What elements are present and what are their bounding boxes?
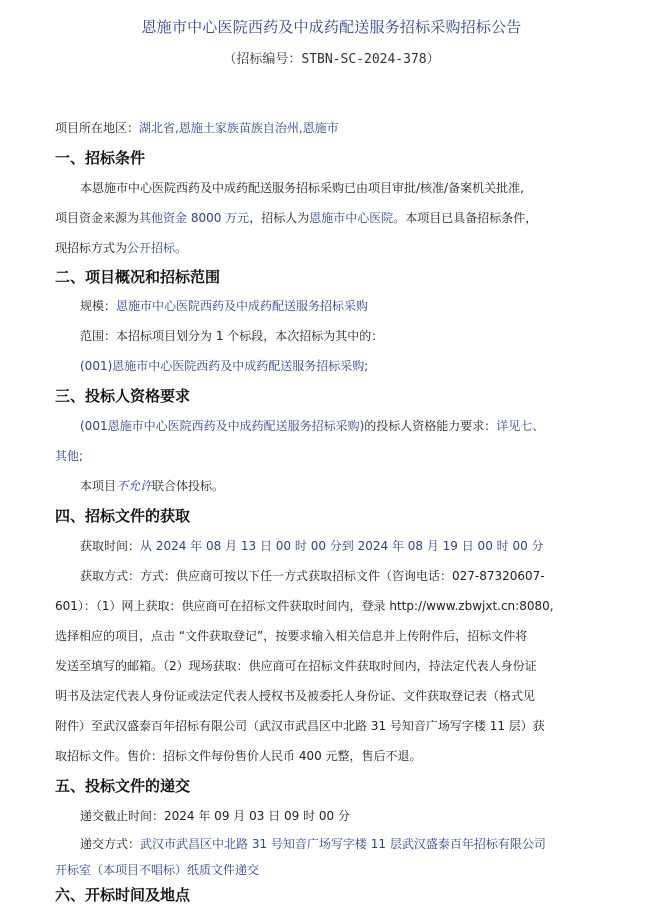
s1-l3-end: 。 [175,241,188,255]
s3-line-1 [80,418,544,434]
s3-req-value: 详见七、 [496,419,545,433]
tender-method: 公开招标 [127,241,176,255]
scale-label: 规模： [80,299,117,313]
section-3-heading: 三、投标人资格要求 [55,387,191,405]
s3-l3-text: 本项目 [80,479,117,493]
section-1-heading: 一、招标条件 [55,149,146,167]
section-5-heading: 五、投标文件的递交 [55,777,191,795]
s3-l3-end: 联合体投标。 [152,479,225,493]
time-label: 获取时间： [80,539,141,553]
s3-req-label: 的投标人资格能力要求： [364,419,497,433]
consortium-policy: 不允许 [116,479,153,493]
page-title: 恩施市中心医院西药及中成药配送服务招标采购招标公告 [141,18,522,36]
s1-line-3 [55,240,187,256]
tenderer: 恩施市中心医院 [309,211,394,225]
s4-time [80,538,544,554]
s2-lot: (001)恩施市中心医院西药及中成药配送服务招标采购; [80,359,369,373]
s2-range: 范围：本招标项目划分为 1 个标段，本次招标为其中的： [80,329,384,343]
s5-method-cont: 开标室（本项目不唱标）纸质文件递交 [55,863,260,877]
s5-deadline [80,808,350,824]
submit-method-label: 递交方式： [80,837,141,851]
s3-line-3 [80,478,224,494]
s3-lot-ref: (001恩施市中心医院西药及中成药配送服务招标采购) [80,419,365,433]
tender-number: （招标编号：STBN-SC-2024-378） [223,52,440,67]
region-value: 湖北省,恩施土家族苗族自治州,恩施市 [139,121,339,135]
s3-line-2: 其他; [55,449,84,463]
s4-method-3: 选择相应的项目，点击 “文件获取登记”，按要求输入相关信息并上传附件后，招标文件将 [55,629,528,643]
s1-l3-text: 现招标方式为 [55,241,128,255]
s1-l2-text: 项目资金来源为 [55,211,140,225]
s4-method-2: 601）：（1）网上获取：供应商可在招标文件获取时间内，登录 http://www.zbwjxt.cn:8080, [55,599,554,613]
s1-line-2 [55,210,537,226]
region-label: 项目所在地区： [55,121,140,135]
s4-method-1: 获取方式：方式：供应商可按以下任一方式获取招标文件（咨询电话：027-87320607- [80,569,545,583]
s1-l2-text2: ，招标人为 [249,211,310,225]
s2-scale [80,298,368,314]
s5-method [80,836,546,852]
section-6-heading: 六、开标时间及地点 [55,886,191,904]
s4-method-5: 明书及法定代表人身份证或法定代表人授权书及被委托人身份证、文件获取登记表（格式见 [55,689,536,703]
s4-method-6: 附件）至武汉盛泰百年招标有限公司（武汉市武昌区中北路 31 号知音广场写字楼 11 层）获 [55,719,545,733]
time-value: 从 2024 年 08 月 13 日 00 时 00 分到 2024 年 08 月 19 日 00 时 00 分 [140,539,544,553]
project-region [55,120,339,136]
fund-source: 其他资金 8000 万元 [139,211,250,225]
submit-method-value: 武汉市武昌区中北路 31 号知音广场写字楼 11 层武汉盛泰百年招标有限公司 [140,837,546,851]
s4-method-4: 发送至填写的邮箱。（2）现场获取：供应商可在招标文件获取时间内，持法定代表人身份证 [55,659,537,673]
s1-line-1: 本恩施市中心医院西药及中成药配送服务招标采购已由项目审批/核准/备案机关批准, [80,181,524,195]
deadline-label: 递交截止时间： [80,809,165,823]
scale-value: 恩施市中心医院西药及中成药配送服务招标采购 [116,299,369,313]
section-4-heading: 四、招标文件的获取 [55,507,191,525]
s1-l2-text3: 。本项目已具备招标条件， [393,211,538,225]
section-2-heading: 二、项目概况和招标范围 [55,268,221,286]
deadline-value: 2024 年 09 月 03 日 09 时 00 分 [164,809,350,823]
s4-method-7: 取招标文件。售价：招标文件每份售价人民币 400 元整，售后不退。 [55,749,422,763]
